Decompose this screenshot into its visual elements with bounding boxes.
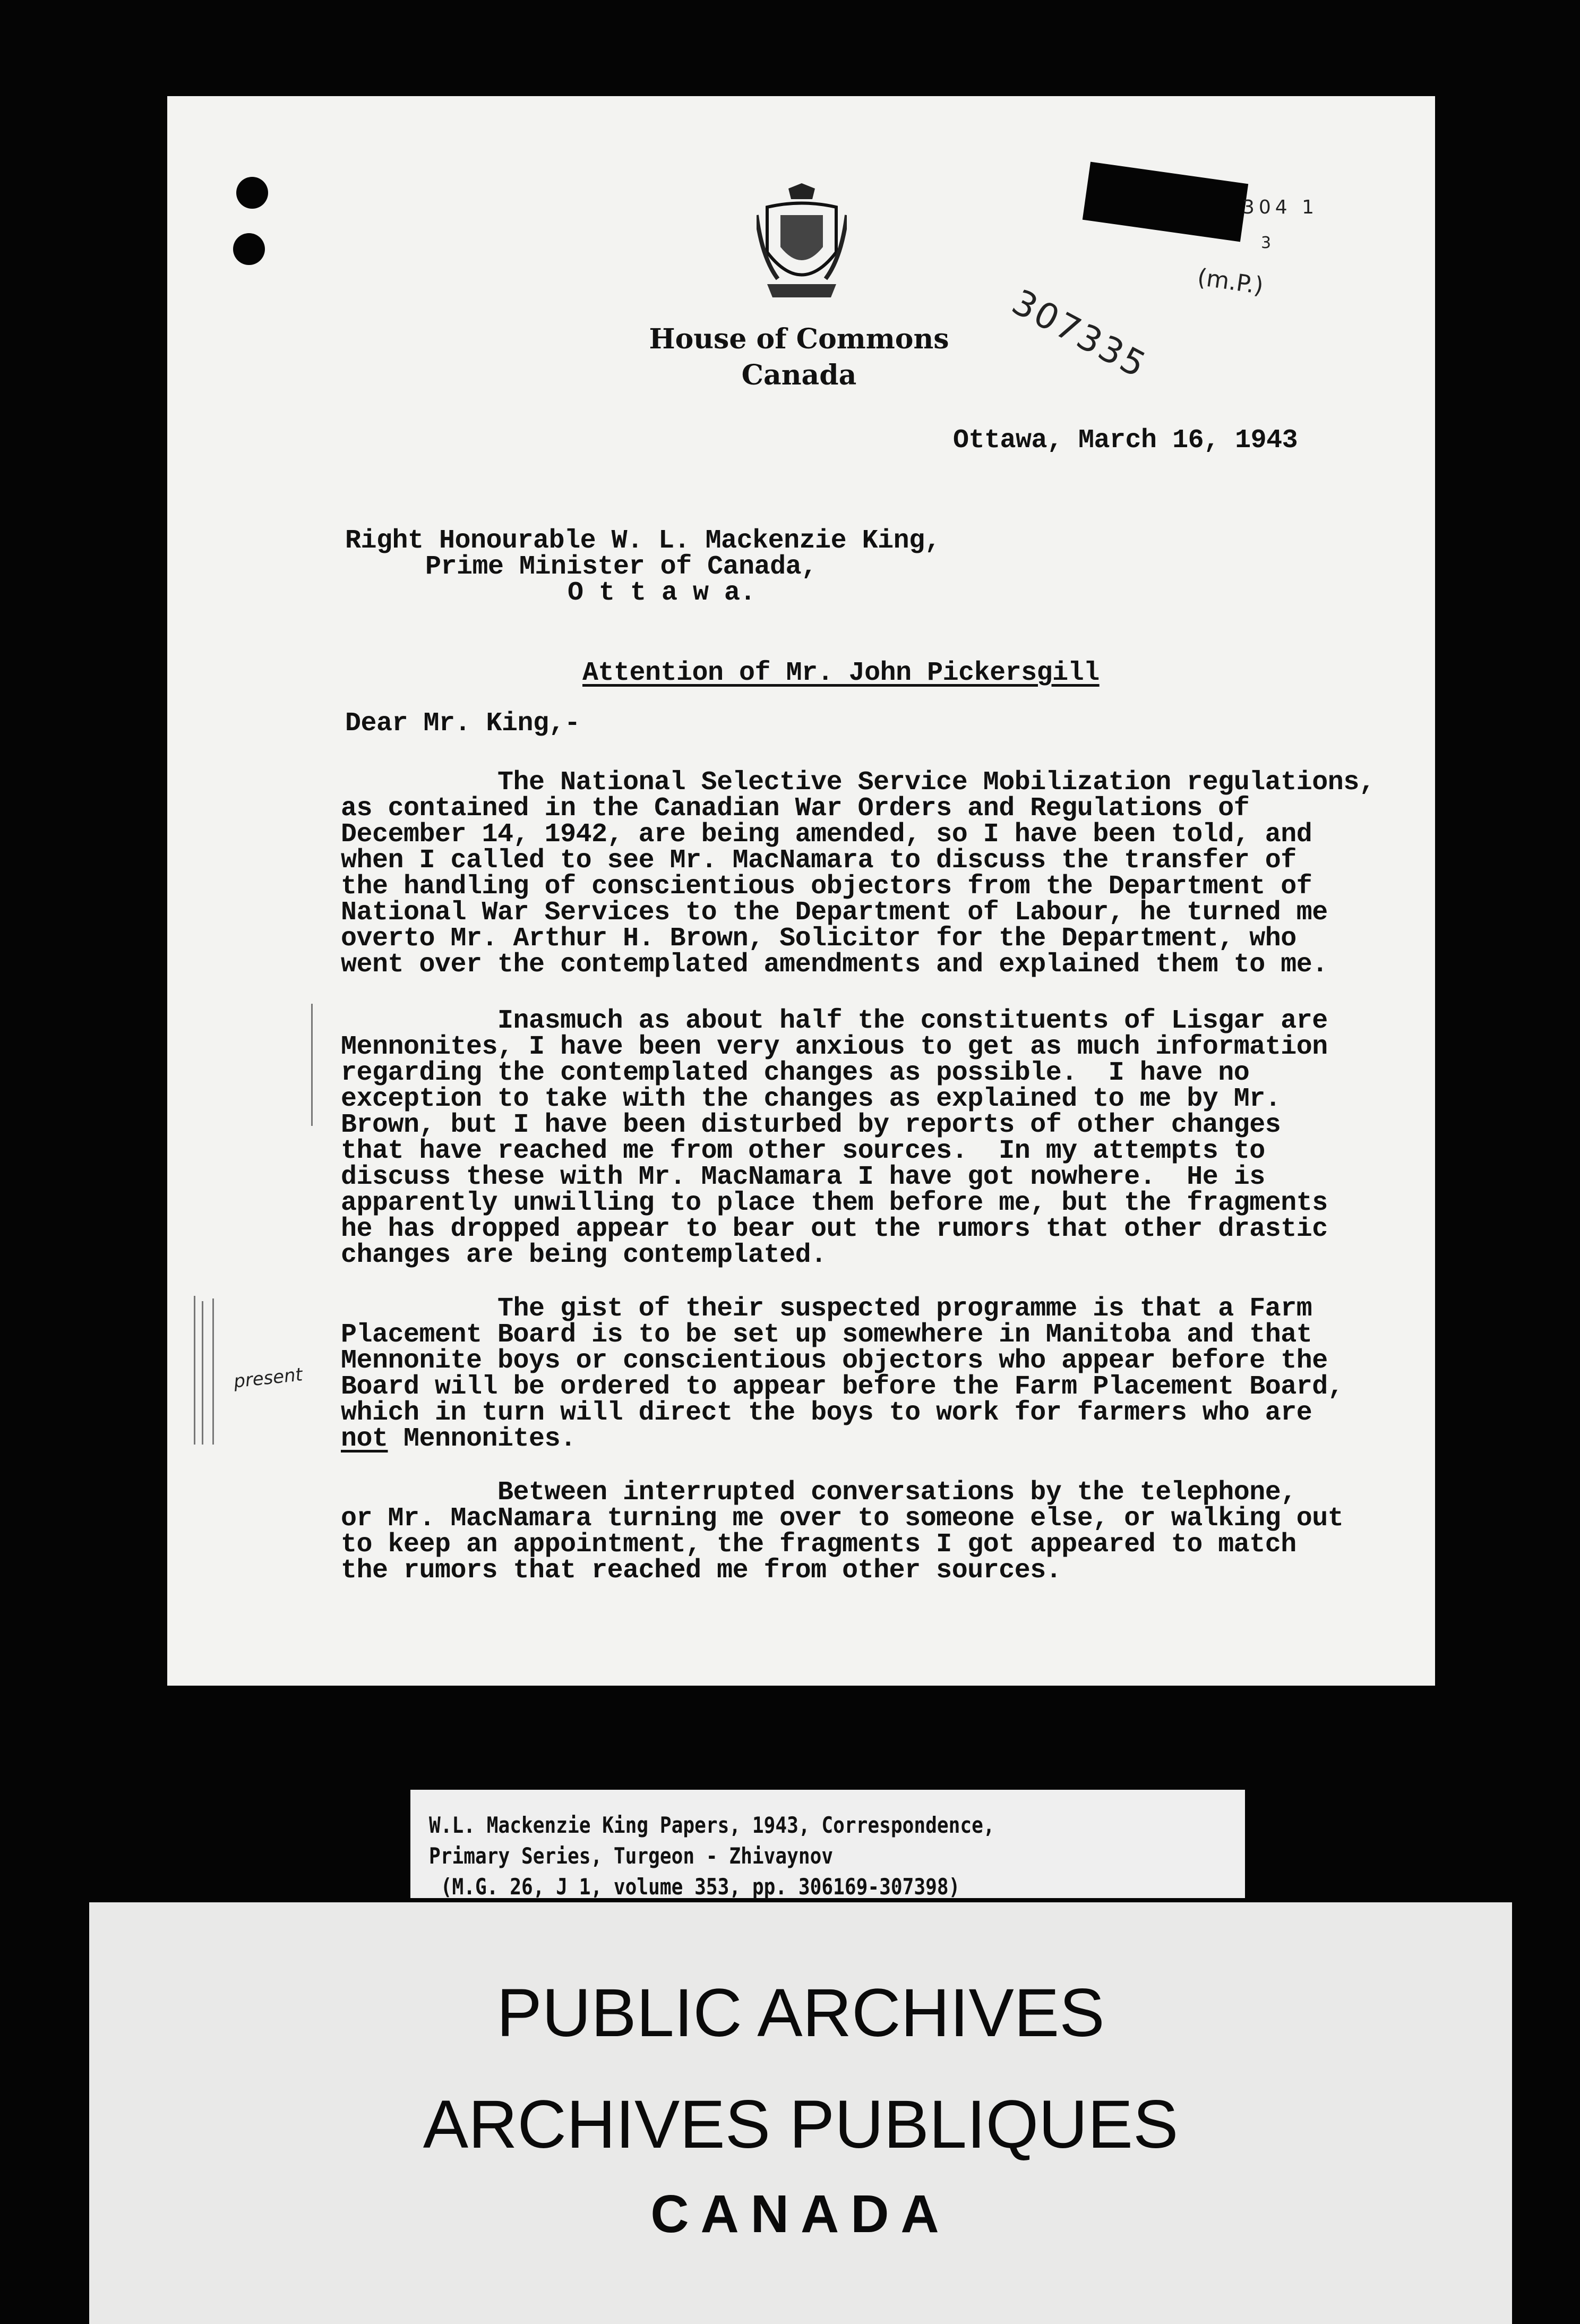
recipient-line: Prime Minister of Canada, xyxy=(425,552,817,582)
coat-of-arms-icon xyxy=(757,183,847,300)
paragraph-3 xyxy=(341,1296,1343,1426)
paragraph-line: the handling of conscientious objectors from the Department of xyxy=(341,872,1312,902)
paragraph-line: Board will be ordered to appear before the Farm Placement Board, xyxy=(341,1372,1344,1402)
banner-line-2: ARCHIVES PUBLIQUES xyxy=(423,2087,1179,2163)
letter-date: Ottawa, March 16, 1943 xyxy=(953,425,1298,456)
paragraph-line: December 14, 1942, are being amended, so I have been told, and xyxy=(341,819,1312,850)
margin-note: present xyxy=(233,1364,304,1392)
paragraph-line: Placement Board is to be set up somewhere in Manitoba and that xyxy=(341,1320,1312,1350)
letterhead-country: Canada xyxy=(741,359,857,391)
paragraph-line: the rumors that reached me from other sources. xyxy=(341,1556,1062,1586)
paragraph-line: The National Selective Service Mobilization regulations, xyxy=(341,767,1375,798)
paragraph-line: exception to take with the changes as explained to me by Mr. xyxy=(341,1084,1281,1114)
banner-line-1: PUBLIC ARCHIVES xyxy=(496,1975,1105,2051)
paragraph-line: Brown, but I have been disturbed by reports of other changes xyxy=(341,1110,1281,1140)
paragraph-line: when I called to see Mr. MacNamara to discuss the transfer of xyxy=(341,845,1296,876)
paragraph-1 xyxy=(341,767,1375,980)
file-ref-2: 3 xyxy=(1261,234,1272,252)
paragraph-line: changes are being contemplated. xyxy=(341,1240,827,1270)
letterhead-org: House of Commons xyxy=(649,323,949,355)
paragraph-line: regarding the contemplated changes as possible. I have no xyxy=(341,1058,1250,1088)
paragraph-line: or Mr. MacNamara turning me over to someone else, or walking out xyxy=(341,1503,1344,1534)
salutation: Dear Mr. King,- xyxy=(345,708,580,739)
paragraph-line: The gist of their suspected programme is that a Farm xyxy=(341,1294,1312,1324)
paragraph-line: went over the contemplated amendments and explained them to me. xyxy=(341,950,1328,980)
margin-mark xyxy=(202,1301,203,1445)
text-segment: Mennonites. xyxy=(388,1424,576,1454)
archive-label-text xyxy=(429,1810,995,1902)
paragraph-line: as contained in the Canadian War Orders and Regulations of xyxy=(341,793,1250,824)
initials: (m.P.) xyxy=(1196,263,1265,300)
margin-mark xyxy=(311,1004,313,1126)
paragraph-2 xyxy=(341,1008,1328,1268)
paragraph-line: National War Services to the Department of Labour, he turned me xyxy=(341,898,1328,928)
punch-hole xyxy=(233,233,265,265)
paragraph-line: discuss these with Mr. MacNamara I have got nowhere. He is xyxy=(341,1162,1265,1192)
paragraph-3-last-line xyxy=(341,1426,576,1452)
stamp-number: 307335 xyxy=(1005,281,1154,387)
archive-label xyxy=(410,1790,1245,1898)
paragraph-line: he has dropped appear to bear out the rumors that other drastic xyxy=(341,1214,1328,1244)
archive-label-line: (M.G. 26, J 1, volume 353, pp. 306169-307398) xyxy=(429,1874,960,1900)
paragraph-line: that have reached me from other sources. In my attempts to xyxy=(341,1136,1265,1166)
paragraph-line: apparently unwilling to place them before me, but the fragments xyxy=(341,1188,1328,1218)
attention-line: Attention of Mr. John Pickersgill xyxy=(582,658,1100,688)
paragraph-4 xyxy=(341,1477,1344,1586)
archive-label-line: W.L. Mackenzie King Papers, 1943, Correspondence, xyxy=(429,1812,995,1838)
archive-banner xyxy=(89,1902,1512,2324)
punch-hole xyxy=(236,177,268,209)
paragraph-line: overto Mr. Arthur H. Brown, Solicitor for the Department, who xyxy=(341,924,1296,954)
margin-mark xyxy=(194,1296,195,1445)
paragraph-line: Between interrupted conversations by the telephone, xyxy=(341,1477,1296,1508)
recipient-line: Right Honourable W. L. Mackenzie King, xyxy=(345,526,941,556)
paragraph-line: which in turn will direct the boys to work for farmers who are xyxy=(341,1398,1312,1428)
paragraph-line: Inasmuch as about half the constituents of Lisgar are xyxy=(341,1006,1328,1036)
recipient-line: O t t a w a. xyxy=(568,578,756,608)
file-ref-1: 304 1 xyxy=(1242,196,1319,218)
paragraph-line: to keep an appointment, the fragments I got appeared to match xyxy=(341,1530,1296,1560)
archive-label-line: Primary Series, Turgeon - Zhivaynov xyxy=(429,1843,834,1869)
banner-line-3: CANADA xyxy=(650,2184,951,2244)
paragraph-line: Mennonites, I have been very anxious to get as much information xyxy=(341,1032,1328,1062)
margin-mark xyxy=(212,1298,214,1445)
underlined-not: not xyxy=(341,1424,388,1454)
paragraph-line: Mennonite boys or conscientious objectors who appear before the xyxy=(341,1346,1328,1376)
